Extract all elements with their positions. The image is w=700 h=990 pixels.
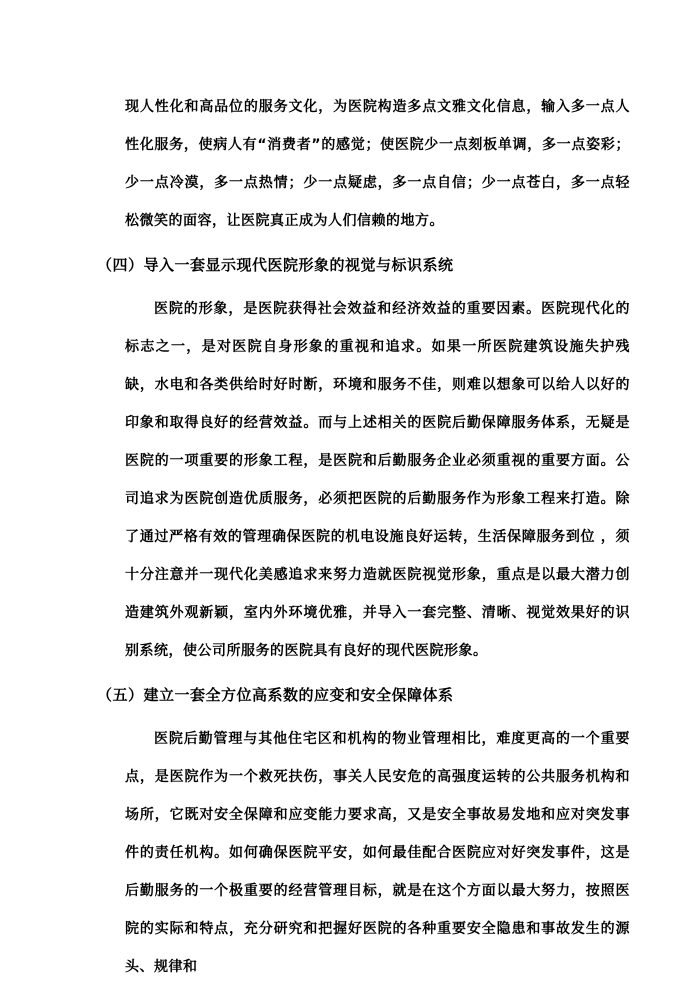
body-paragraph-continuation: 现人性化和高品位的服务文化，为医院构造多点文雅文化信息，输入多一点人性化服务，使病人有“消费者”的感觉；使医院少一点刻板单调，多一点姿彩；少一点冷漠，多一点热情；少一点疑虑，多一点自信；少一点苍白，多一点轻松微笑的面容，让医院真正成为人们信赖的地方。 [125,99,630,229]
body-paragraph-image-system: 医院的形象，是医院获得社会效益和经济效益的重要因素。医院现代化的标志之一，是对医院自身形象的重视和追求。如果一所医院建筑设施失护残缺，水电和各类供给时好时断，环境和服务不佳，则难以想象可以给人以好的印象和取得良好的经营效益。而与上述相关的医院后勤保障服务体系，无疑是医院的一项重要的形象工程，是医院和后勤服务企业必须重视的重要方面。公司追求为医院创造优质服务，必须把医院的后勤服务作为形象工程来打造。除了通过严格有效的管理确保医院的机电设施良好运转，生活保障服务到位 ，须十分注意并一现代化美感追求来努力造就医院视觉形象，重点是以最大潜力创造建筑外观新颖，室内外环境优雅，并导入一套完整、清晰、视觉效果好的识别系统，使公司所服务的医院具有良好的现代医院形象。 [125,301,630,659]
section-heading-four: （四）导入一套显示现代医院形象的视觉与标识系统 [97,256,454,274]
section-heading-five: （五）建立一套全方位高系数的应变和安全保障体系 [97,686,454,704]
body-paragraph-safety-system: 医院后勤管理与其他住宅区和机构的物业管理相比，难度更高的一个重要点，是医院作为一个救死扶伤，事关人民安危的高强度运转的公共服务机构和场所，它既对安全保障和应变能力要求高，又是安全事故易发地和应对突发事件的责任机构。如何确保医院平安，如何最佳配合医院应对好突发事件，这是后勤服务的一个极重要的经营管理目标，就是在这个方面以最大努力，按照医院的实际和特点，充分研究和把握好医院的各种重要安全隐患和事故发生的源头、规律和 [125,731,630,975]
